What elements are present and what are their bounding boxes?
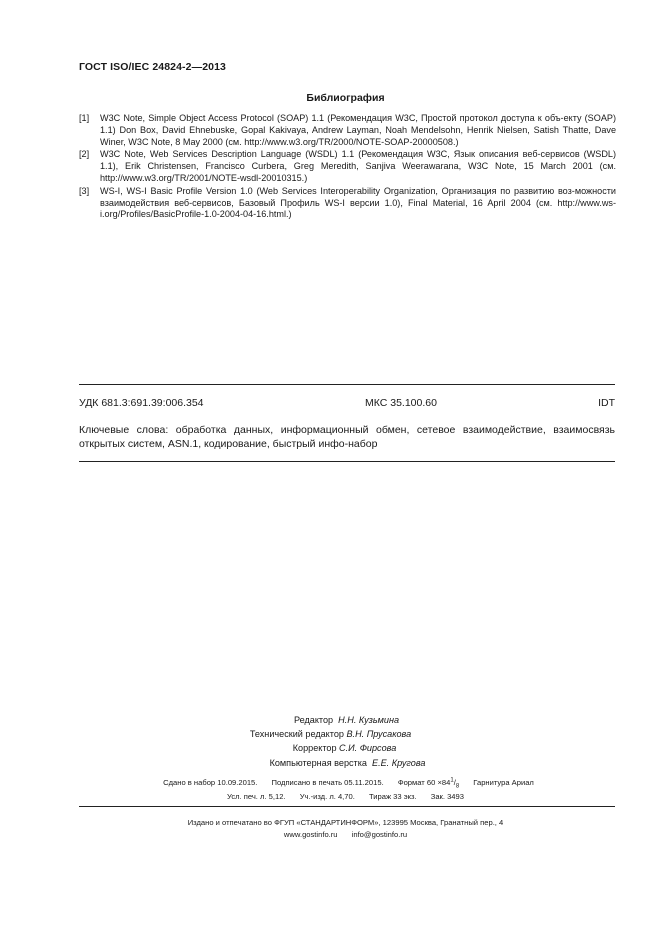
format-prefix: Формат 60 ×84 [397,777,451,787]
bibliography-item-number: [1] [79,113,90,123]
imprint-order: Зак. 3493 [430,792,464,801]
credit-role: Корректор [292,743,337,754]
imprint-pub-sheets: Уч.-изд. л. 4,70. [299,792,355,801]
imprint-line-2 [0,792,661,801]
bibliography-item-text: W3C Note, Simple Object Access Protocol (SOAP) 1.1 (Рекомендация W3C, Простой протокол доступа к объ-екту (SOAP) 1.1) Don Box, David Ehnebuske, Gopal Kakivaya, Andrew Layman, Noah Mendelsohn, Henrik Nielsen, Satish Thatte, Dave Winer, W3C Note, 8 May 2000 (см. http://www.w3.org/TR/2000/NOTE-SOAP-20000508.) [100,113,616,147]
imprint-typeface: Гарнитура Ариал [473,777,534,787]
format-numerator: 1 [450,777,454,783]
publisher-line: Издано и отпечатано во ФГУП «СТАНДАРТИНФОРМ», 123995 Москва, Гранатный пер., 4 [187,818,504,827]
divider-imprint [79,806,615,807]
bibliography-item-text: WS-I, WS-I Basic Profile Version 1.0 (Web Services Interoperability Organization, Организация по развитию воз-можности взаимодействия веб-сервисов, Базовый Профиль WS-I версии 1.0), Final Material, 16 April 2004 (см. http://www.ws-i.org/Profiles/BasicProfile-1.0-2004-04-16.html.) [100,185,616,220]
credit-name: В.Н. Прусакова [346,729,412,740]
credit-role: Редактор [293,715,334,725]
udk-code: УДК 681.3:691.39:006.354 [79,397,204,409]
bibliography-item-text: W3C Note, Web Services Description Language (WSDL) 1.1 (Рекомендация W3C, Язык описания веб-сервисов (WSDL) 1.1), Erik Christensen, Francisco Curbera, Greg Meredith, Sanjiva Weerawarana, W3C Note, 15 March 2001 (см. http://www.w3.org/TR/2001/NOTE-wsdl-20010315.) [100,149,616,183]
publisher-email-link[interactable]: info@gostinfo.ru [351,830,408,839]
keywords: Ключевые слова: обработка данных, информационный обмен, сетевое взаимодействие, взаимосвязь открытых систем, ASN.1, кодирование, быстрый инфо-набор [79,424,615,450]
imprint-line-1 [0,777,661,789]
standard-code: ГОСТ ISO/IEC 24824-2—2013 [79,61,226,73]
imprint-signed: Подписано в печать 05.11.2015. [271,777,384,787]
imprint-run: Тираж 33 экз. [368,792,417,801]
bibliography-item [79,186,616,221]
bibliography-item-number: [2] [79,149,90,160]
publisher-site-link[interactable]: www.gostinfo.ru [283,830,338,839]
credit-tech-editor [0,727,661,741]
mks-code: МКС 35.100.60 [365,397,437,409]
format-denominator: 8 [455,783,460,790]
imprint-sent: Сдано в набор 10.09.2015. [163,777,258,787]
credit-layout [0,756,661,770]
credit-editor [0,713,661,727]
bibliography-item-number: [3] [79,185,90,196]
publisher-contacts [0,830,661,839]
divider-top [79,384,615,385]
imprint-format: Формат $60 \times 84^1/_8$ [397,777,460,790]
bibliography-item [79,149,616,184]
credit-name: С.И. Фирсова [339,743,397,754]
credits-block [0,713,661,770]
bibliography-list [79,113,616,222]
bibliography-title: Библиография [306,92,385,104]
bibliography-item [79,113,616,148]
credit-role: Технический редактор [249,729,344,740]
credit-name: Е.Е. Кругова [372,757,426,768]
imprint-print-sheets: Усл. печ. л. 5,12. [227,792,286,801]
idt-label: IDT [598,397,615,409]
divider-bottom [79,461,615,462]
credit-corrector [0,741,661,755]
credit-name: Н.Н. Кузьмина [338,715,400,725]
credit-role: Компьютерная верстка [269,757,367,768]
